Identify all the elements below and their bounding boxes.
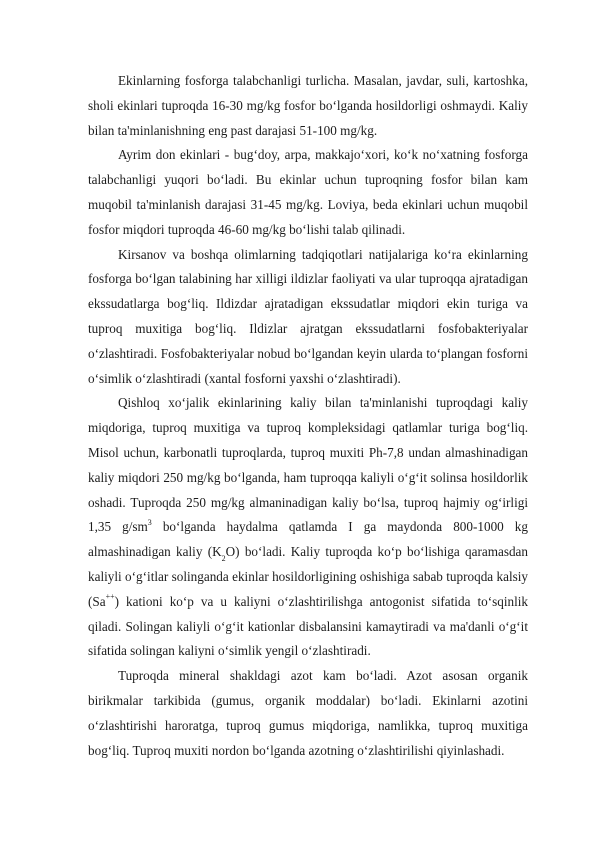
potassium-text-part-3: O) boʻladi. Kaliy tuproqda koʻp boʻlishiga qaramasdan kaliyli oʻgʻitlar solinganda ekinlar hosildorligining oshishiga sabab tuproqda kalsiy (Sa xyxy=(88,544,528,609)
paragraph-grain-crops: Ayrim don ekinlari - bugʻdoy, arpa, makkajoʻxori, koʻk noʻxatning fosforga talabchanligi yuqori boʻladi. Bu ekinlar uchun tuproqning fosfor bilan kam muqobil ta'minlanish darajasi 31-45 mg/kg. Loviya, beda ekinlari uchun muqobil fosfor miqdori tuproqda 46-60 mg/kg boʻlishi talab qilinadi. xyxy=(88,147,528,237)
potassium-text-part-1: Qishloq xoʻjalik ekinlarining kaliy bilan ta'minlanishi tuproqdagi kaliy miqdoriga, tuproq muxitiga va tuproq kompleksidagi qatlamlar turiga bogʻliq. Misol uchun, karbonatli tuproqlarda, tuproq muxiti Ph-7,8 undan almashinadigan kaliy miqdori 250 mg/kg boʻlganda, ham tuproqqa kaliyli oʻgʻit solinsa hosildorlik oshadi. Tuproqda 250 mg/kg almaninadigan kaliy boʻlsa, tuproq hajmiy ogʻirligi 1,35 g/sm xyxy=(88,395,528,535)
paragraph-mineral-nitrogen: Tuproqda mineral shakldagi azot kam boʻladi. Azot asosan organik birikmalar tarkibida (gumus, organik moddalar) boʻladi. Ekinlarni azotini oʻzlashtirishi haroratga, tuproq gumus miqdoriga, namlikka, tuproq muxitiga bogʻliq. Tuproq muxiti nordon boʻlganda azotning oʻzlashtirilishi qiyinlashadi. xyxy=(88,668,528,758)
document-body xyxy=(88,69,528,763)
calcium-charge-superscript: ++ xyxy=(105,592,115,602)
potassium-text-part-2: boʻlganda haydalma qatlamda I ga maydonda 800-1000 kg almashinadigan kaliy (K xyxy=(88,519,528,560)
k2o-subscript: 2 xyxy=(221,553,226,563)
cubic-superscript: 3 xyxy=(147,517,152,527)
paragraph-phosphorus-demand: Ekinlarning fosforga talabchanligi turlicha. Masalan, javdar, suli, kartoshka, sholi ekinlari tuproqda 16-30 mg/kg fosfor boʻlganda hosildorligi oshmaydi. Kaliy bilan ta'minlanishning eng past darajasi 51-100 mg/kg. xyxy=(88,73,528,138)
potassium-text-part-4: ) kationi koʻp va u kaliyni oʻzlashtirilishga antogonist sifatida toʻsqinlik qiladi. Solingan kaliyli oʻgʻit kationlar disbalansini kamaytiradi va ma'danli oʻgʻit sifatida solingan kaliyni oʻsimlik yengil oʻzlashtiradi. xyxy=(88,593,528,659)
paragraph-kirsanov-research: Kirsanov va boshqa olimlarning tadqiqotlari natijalariga koʻra ekinlarning fosforga boʻlgan talabining har xilligi ildizlar faoliyati va ular tuproqqa ajratadigan ekssudatlarga bogʻliq. Ildizdar ajratadigan ekssudatlar miqdori ekin turiga va tuproq muxitiga bogʻliq. Ildizlar ajratgan ekssudatlarni fosfobakteriyalar oʻzlashtiradi. Fosfobakteriyalar nobud boʻlgandan keyin ularda toʻplangan fosforni oʻsimlik oʻzlashtiradi (xantal fosforni yaxshi oʻzlashtiradi). xyxy=(88,246,528,386)
paragraph-potassium-supply xyxy=(88,391,528,664)
